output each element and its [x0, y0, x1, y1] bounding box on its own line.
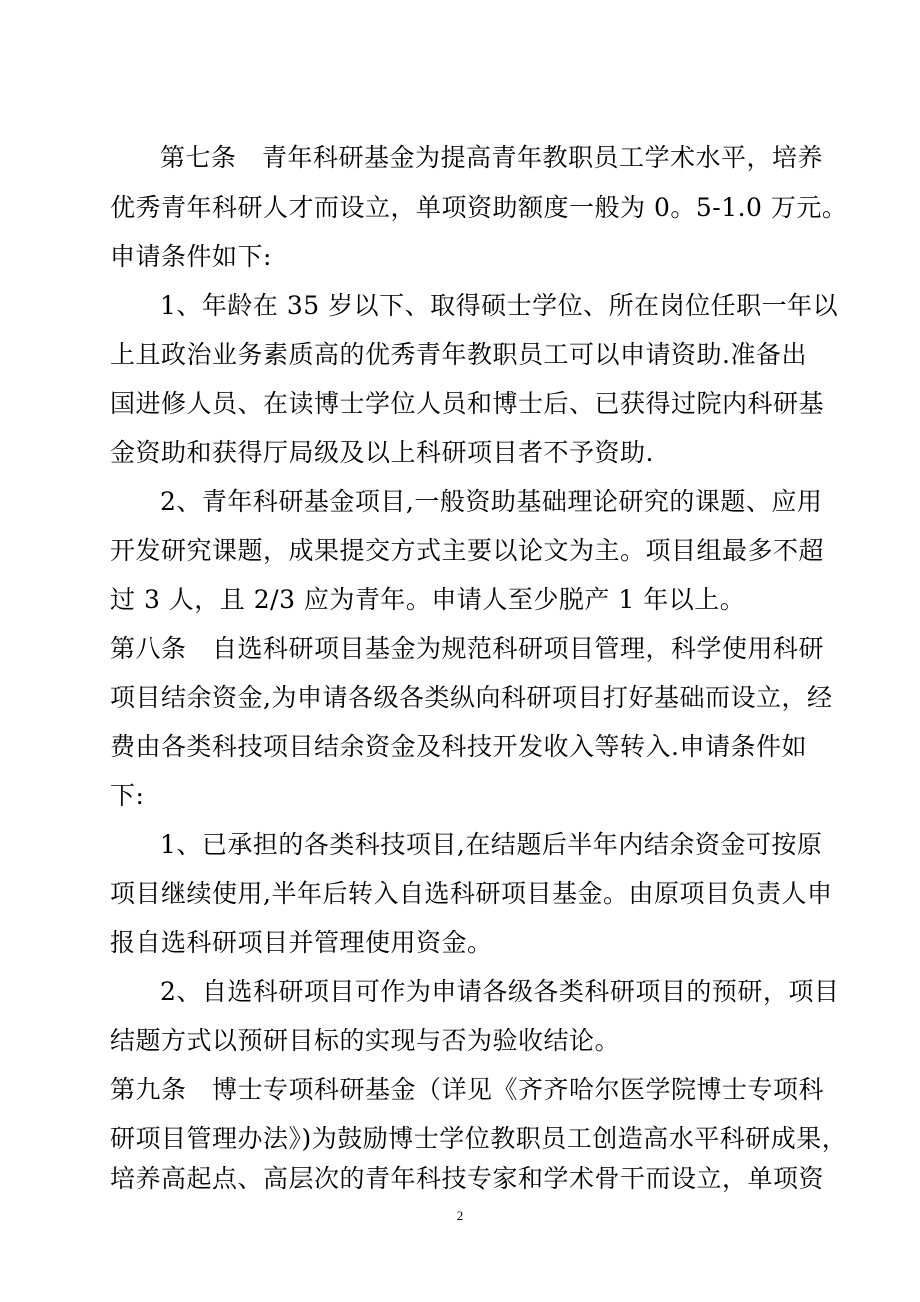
text-line: 开发研究课题，成果提交方式主要以论文为主。项目组最多不超	[110, 536, 825, 565]
text-line: 项目结余资金,为申请各级各类纵向科研项目打好基础而设立，经	[110, 683, 833, 712]
text-line: 过 3 人，且 2/3 应为青年。申请人至少脱产 1 年以上。	[110, 585, 746, 614]
text-line: 金资助和获得厅局级及以上科研项目者不予资助.	[110, 438, 654, 467]
text-line: 优秀青年科研人才而设立，单项资助额度一般为 0。5-1.0 万元。	[110, 193, 848, 222]
text-line: 项目继续使用,半年后转入自选科研项目基金。由原项目负责人申	[110, 879, 833, 908]
text-line: 第七条 青年科研基金为提高青年教职员工学术水平，培养	[160, 143, 824, 172]
text-line: 下:	[110, 781, 145, 810]
text-line: 费由各类科技项目结余资金及科技开发收入等转入.申请条件如	[110, 732, 807, 761]
text-line: 培养高起点、高层次的青年科技专家和学术骨干而设立，单项资	[110, 1164, 825, 1193]
text-line: 上且政治业务素质高的优秀青年教职员工可以申请资助.准备出	[110, 340, 807, 369]
text-line: 申请条件如下:	[110, 242, 272, 271]
text-line: 2、青年科研基金项目,一般资助基础理论研究的课题、应用	[160, 487, 823, 516]
text-line: 第八条 自选科研项目基金为规范科研项目管理，科学使用科研	[110, 634, 825, 663]
text-line: 2、自选科研项目可作为申请各级各类科研项目的预研，项目	[160, 977, 840, 1006]
text-line: 1、已承担的各类科技项目,在结题后半年内结余资金可按原	[160, 830, 823, 859]
page-number: 2	[456, 1208, 464, 1223]
text-line: 1、年龄在 35 岁以下、取得硕士学位、所在岗位任职一年以	[160, 291, 839, 320]
text-line: 国进修人员、在读博士学位人员和博士后、已获得过院内科研基	[110, 389, 825, 418]
text-line: 研项目管理办法》)为鼓励博士学位教职员工创造高水平科研成果，	[110, 1124, 848, 1153]
text-line: 报自选科研项目并管理使用资金。	[110, 928, 493, 957]
text-line: 第九条 博士专项科研基金（详见《齐齐哈尔医学院博士专项科	[110, 1075, 825, 1104]
text-line: 结题方式以预研目标的实现与否为验收结论。	[110, 1026, 621, 1055]
